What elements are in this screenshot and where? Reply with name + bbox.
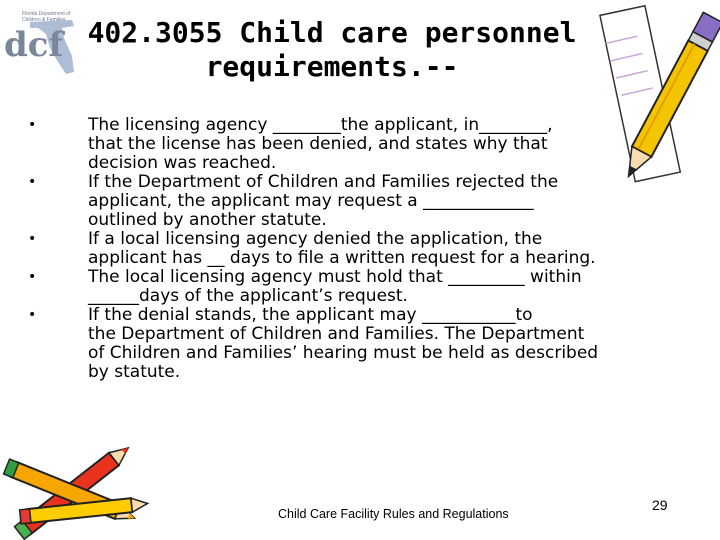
bullet-item-2 — [26, 173, 676, 230]
bullet-line: ______days of the applicant’s request. — [88, 286, 408, 306]
bullet-line: The local licensing agency must hold that _________ within — [88, 267, 582, 287]
bullet-line: applicant has __ days to file a written request for a hearing. — [88, 248, 596, 268]
bullet-list — [26, 116, 676, 382]
slide-title-line-2: requirements.-- — [205, 50, 459, 83]
bullet-line: of Children and Families’ hearing must be held as described — [88, 343, 599, 363]
dcf-logo-text: dcf — [4, 25, 64, 65]
bullet-item-5 — [26, 306, 676, 382]
bullet-line: If the denial stands, the applicant may ___________to — [88, 305, 533, 325]
bullet-item-3 — [26, 230, 676, 268]
bullet-item-1 — [26, 116, 676, 173]
crossed-pencils-icon — [0, 432, 150, 540]
slide-title-line-1: 402.3055 Child care personnel — [87, 16, 577, 49]
bullet-icon: • — [28, 231, 37, 247]
bullet-icon: • — [28, 269, 37, 285]
bullet-line: by statute. — [88, 362, 181, 382]
bullet-line: decision was reached. — [88, 153, 277, 173]
bullet-line: the Department of Children and Families. The Department — [88, 324, 585, 344]
logo-caption-1: Florida Department of — [22, 11, 71, 17]
bullet-line: applicant, the applicant may request a _____________ — [88, 191, 534, 211]
bullet-line: If a local licensing agency denied the application, the — [88, 229, 543, 249]
bullet-icon: • — [28, 174, 37, 190]
bullet-line: that the license has been denied, and states why that — [88, 134, 548, 154]
logo-caption-2: Children & Families — [22, 17, 66, 23]
bullet-icon: • — [28, 117, 37, 133]
bullet-line: If the Department of Children and Families rejected the — [88, 172, 559, 192]
bullet-line: The licensing agency ________the applicant, in________, — [88, 115, 553, 135]
bullet-item-4 — [26, 268, 676, 306]
bullet-icon: • — [28, 307, 37, 323]
footer-text: Child Care Facility Rules and Regulations — [278, 507, 509, 521]
bullet-line: outlined by another statute. — [88, 210, 327, 230]
page-number: 29 — [652, 497, 668, 513]
dcf-logo — [2, 4, 88, 80]
slide-title — [82, 16, 582, 84]
